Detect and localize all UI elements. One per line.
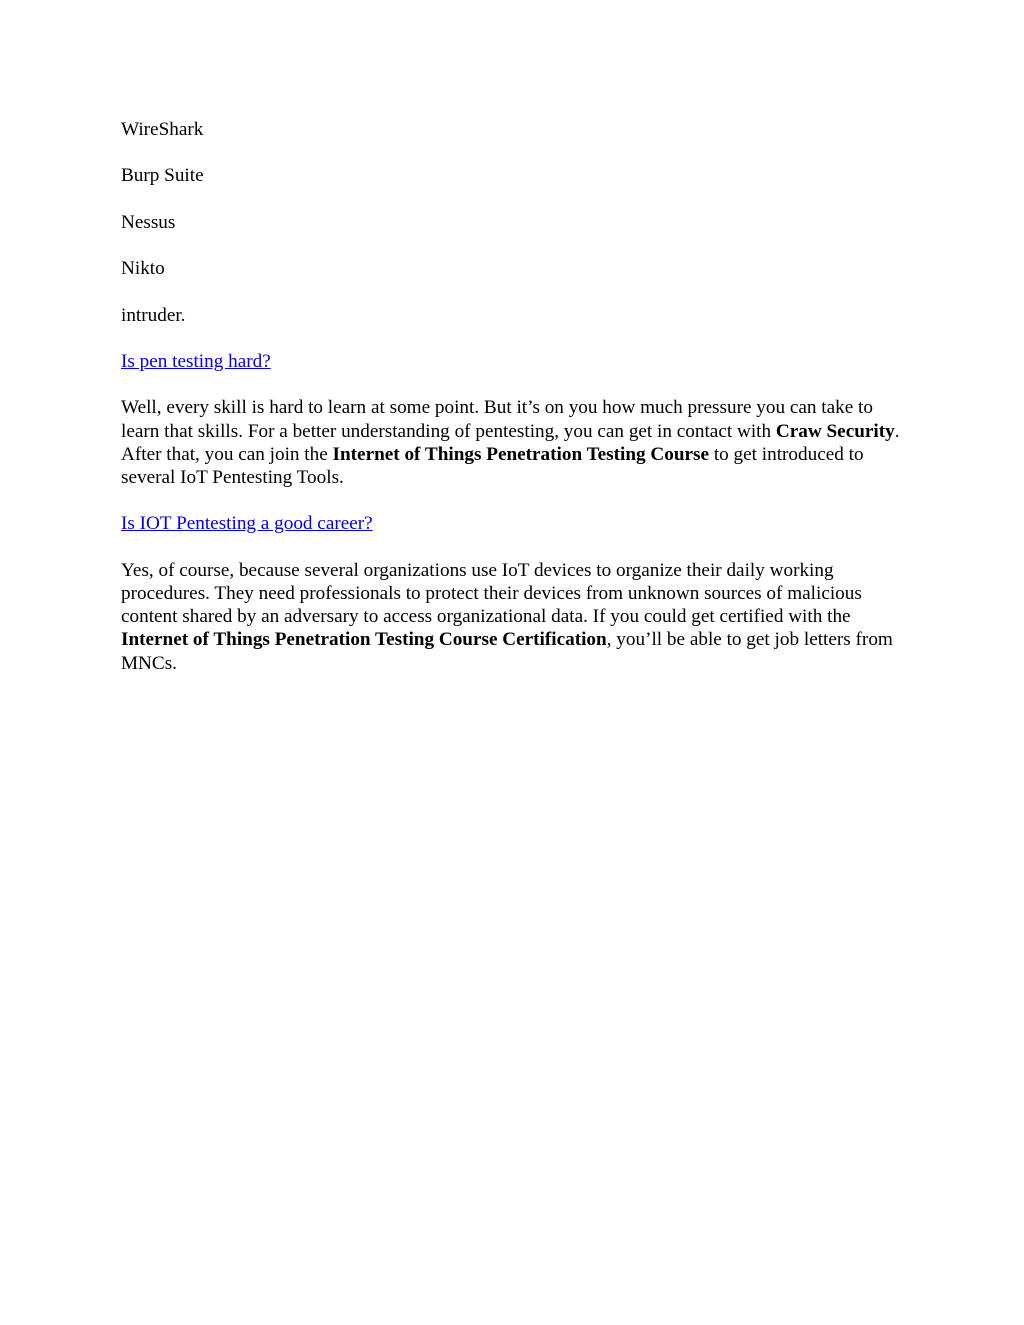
bold-course-name: Internet of Things Penetration Testing Course xyxy=(332,443,710,465)
document-body xyxy=(121,118,906,698)
faq-answer-2 xyxy=(121,559,906,675)
answer-text: Yes, of course, because several organizations use IoT devices to organize their daily working procedures. They need professionals to protect their devices from unknown sources of malicious content shared by an adversary to access organizational data. If you could get certified with the xyxy=(121,559,862,628)
tool-item-intruder: intruder. xyxy=(121,304,186,326)
answer-text: . After that, you can join the xyxy=(121,420,900,465)
bold-craw-security: Craw Security xyxy=(775,420,895,442)
answer-text: to get introduced to several IoT Pentesting Tools. xyxy=(121,443,864,488)
faq-question-link-pen-testing-hard[interactable]: Is pen testing hard? xyxy=(121,350,271,372)
faq-question-1 xyxy=(121,350,906,373)
answer-text: , you’ll be able to get job letters from MNCs. xyxy=(121,629,893,674)
tool-item-wireshark: WireShark xyxy=(121,119,204,140)
tool-item-burp-suite: Burp Suite xyxy=(121,165,204,187)
tool-item-nikto: Nikto xyxy=(121,258,165,280)
faq-question-link-iot-career[interactable]: Is IOT Pentesting a good career? xyxy=(121,513,373,535)
faq-answer-1 xyxy=(121,396,906,489)
faq-question-2 xyxy=(121,512,906,535)
tool-item-nessus: Nessus xyxy=(121,211,176,233)
answer-text: Well, every skill is hard to learn at some point. But it’s on you how much pressure you can take to learn that skills. For a better understanding of pentesting, you can get in contact with xyxy=(121,397,873,442)
bold-course-certification: Internet of Things Penetration Testing Course Certification xyxy=(121,629,607,651)
